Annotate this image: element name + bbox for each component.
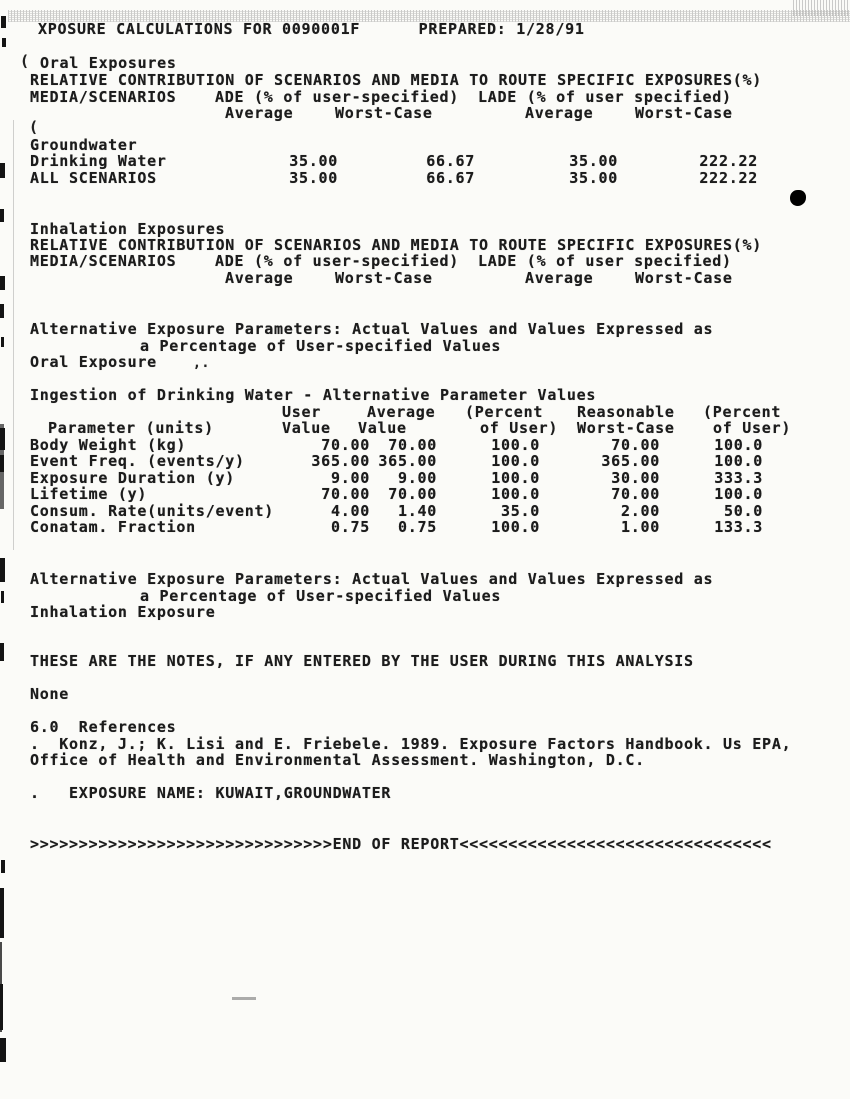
cell-user-value: 4.00 — [330, 502, 370, 520]
avg-column-label: Average — [525, 269, 594, 287]
cell-user-value: 70.00 — [321, 436, 370, 454]
inhalation-column-group-header — [30, 252, 790, 269]
binding-mark — [2, 38, 6, 47]
worst-case-column-label: Worst-Case — [335, 269, 433, 287]
binding-mark — [0, 984, 3, 1030]
binding-mark — [0, 304, 4, 318]
cell-average-value: 0.75 — [397, 518, 437, 536]
parameter-column-label: Parameter (units) — [48, 419, 214, 437]
value-column-label: Value — [358, 419, 407, 437]
end-of-report-line: >>>>>>>>>>>>>>>>>>>>>>>>>>>>>>>END OF REPORT<<<<<<<<<<<<<<<<<<<<<<<<<<<<<<<< — [30, 835, 772, 853]
cell-user-value: 70.00 — [321, 485, 370, 503]
cell-ade-worst-case: 66.67 — [426, 152, 475, 170]
row-label: ALL SCENARIOS — [30, 169, 157, 187]
binding-mark — [0, 643, 4, 661]
worst-case-column-label: Worst-Case — [635, 269, 733, 287]
cell-lade-worst-case: 222.22 — [699, 169, 758, 187]
cell-percent-of-user: 100.0 — [714, 485, 763, 503]
alt-params-heading-line2: a Percentage of User-specified Values — [140, 337, 502, 355]
cell-reasonable-worst-case: 30.00 — [611, 469, 660, 487]
reasonable-column-label: Reasonable — [577, 403, 675, 421]
row-label: Event Freq. (events/y) — [30, 452, 245, 470]
binding-mark — [0, 163, 5, 178]
binding-mark — [1, 16, 6, 28]
avg-column-label: Average — [225, 269, 294, 287]
scan-edge-line — [13, 120, 14, 550]
cell-ade-worst-case: 66.67 — [426, 169, 475, 187]
cell-ade-average: 35.00 — [289, 169, 338, 187]
binding-mark — [0, 428, 5, 450]
cell-percent-of-user: 100.0 — [491, 452, 540, 470]
cell-percent-of-user: 333.3 — [714, 469, 763, 487]
cell-lade-worst-case: 222.22 — [699, 152, 758, 170]
alt-params-heading-line2: a Percentage of User-specified Values — [140, 587, 502, 605]
table-row — [30, 502, 790, 519]
row-label: Conatam. Fraction — [30, 518, 196, 536]
notes-heading: THESE ARE THE NOTES, IF ANY ENTERED BY THE USER DURING THIS ANALYSIS — [30, 652, 694, 670]
cell-reasonable-worst-case: 2.00 — [620, 502, 660, 520]
of-user-column-label: of User) — [480, 419, 559, 437]
binding-mark — [0, 1038, 6, 1062]
cell-average-value: 70.00 — [388, 485, 437, 503]
ade-column-label: ADE (% of user-specified) — [215, 252, 460, 270]
media-scenarios-label: MEDIA/SCENARIOS — [30, 252, 177, 270]
table-row — [30, 152, 790, 169]
cell-percent-of-user: 100.0 — [714, 452, 763, 470]
cell-average-value: 70.00 — [388, 436, 437, 454]
cell-percent-of-user: 100.0 — [714, 436, 763, 454]
inhalation-subcolumn-header — [30, 269, 790, 286]
table-row — [30, 485, 790, 502]
cell-reasonable-worst-case: 1.00 — [620, 518, 660, 536]
cell-lade-average: 35.00 — [569, 169, 618, 187]
alt-params-heading-line1: Alternative Exposure Parameters: Actual Values and Values Expressed as — [30, 570, 714, 588]
exposure-name-line: . EXPOSURE NAME: KUWAIT,GROUNDWATER — [30, 784, 392, 802]
oral-subcolumn-header — [30, 104, 790, 121]
value-column-label: Value — [282, 419, 331, 437]
cell-percent-of-user: 100.0 — [491, 469, 540, 487]
cell-percent-of-user: 35.0 — [500, 502, 540, 520]
avg-column-label: Average — [525, 104, 594, 122]
binding-mark — [1, 337, 4, 347]
alt-params-heading-line1: Alternative Exposure Parameters: Actual Values and Values Expressed as — [30, 320, 714, 338]
row-label: Body Weight (kg) — [30, 436, 187, 454]
percent-column-label: (Percent — [703, 403, 782, 421]
cell-percent-of-user: 100.0 — [491, 436, 540, 454]
binding-mark — [0, 558, 5, 582]
cell-lade-average: 35.00 — [569, 152, 618, 170]
cell-average-value: 1.40 — [397, 502, 437, 520]
worst-case-column-label: Worst-Case — [335, 104, 433, 122]
inhalation-exposures-title: Inhalation Exposures — [30, 220, 226, 238]
table-row — [30, 452, 790, 469]
media-group-label: Groundwater — [30, 136, 138, 154]
notes-value: None — [30, 685, 70, 703]
binding-mark — [0, 209, 4, 222]
oral-column-group-header — [30, 88, 790, 105]
table-row — [30, 169, 790, 186]
cell-percent-of-user: 50.0 — [723, 502, 763, 520]
binding-mark — [0, 276, 5, 290]
user-column-label: User — [282, 403, 322, 421]
oral-contribution-heading: RELATIVE CONTRIBUTION OF SCENARIOS AND MEDIA TO ROUTE SPECIFIC EXPOSURES(%) — [30, 71, 763, 89]
stray-mark: ,. — [193, 356, 211, 371]
ade-column-label: ADE (% of user-specified) — [215, 88, 460, 106]
scan-smudge — [232, 997, 256, 1000]
table-row — [30, 518, 790, 535]
cell-average-value: 365.00 — [378, 452, 437, 470]
media-scenarios-label: MEDIA/SCENARIOS — [30, 88, 177, 106]
worst-case-column-label: Worst-Case — [577, 419, 675, 437]
cell-user-value: 0.75 — [330, 518, 370, 536]
cell-reasonable-worst-case: 70.00 — [611, 485, 660, 503]
binding-mark — [0, 888, 4, 938]
lade-column-label: LADE (% of user specified) — [478, 88, 732, 106]
report-header-line: XPOSURE CALCULATIONS FOR 0090001F PREPARED: 1/28/91 — [38, 20, 585, 38]
cell-reasonable-worst-case: 365.00 — [601, 452, 660, 470]
cell-ade-average: 35.00 — [289, 152, 338, 170]
ingestion-table-title: Ingestion of Drinking Water - Alternative Parameter Values — [30, 386, 597, 404]
cell-reasonable-worst-case: 70.00 — [611, 436, 660, 454]
table-row — [30, 436, 790, 453]
ink-blot — [790, 190, 806, 206]
cell-user-value: 9.00 — [330, 469, 370, 487]
row-label: Exposure Duration (y) — [30, 469, 235, 487]
binding-mark — [1, 860, 5, 873]
alt-params-route-label: Oral Exposure — [30, 353, 157, 371]
of-user-column-label: of User) — [713, 419, 792, 437]
worst-case-column-label: Worst-Case — [635, 104, 733, 122]
reference-citation-line2: Office of Health and Environmental Assessment. Washington, D.C. — [30, 751, 645, 769]
alt-params-route-label: Inhalation Exposure — [30, 603, 216, 621]
inhalation-contribution-heading: RELATIVE CONTRIBUTION OF SCENARIOS AND MEDIA TO ROUTE SPECIFIC EXPOSURES(%) — [30, 236, 763, 254]
average-column-label: Average — [367, 403, 436, 421]
cell-percent-of-user: 100.0 — [491, 485, 540, 503]
stray-mark: ( — [20, 52, 30, 70]
cell-percent-of-user: 133.3 — [714, 518, 763, 536]
percent-column-label: (Percent — [465, 403, 544, 421]
ingestion-header-row-2 — [30, 419, 790, 436]
avg-column-label: Average — [225, 104, 294, 122]
references-heading: 6.0 References — [30, 718, 177, 736]
lade-column-label: LADE (% of user specified) — [478, 252, 732, 270]
stray-mark: ( — [29, 118, 39, 136]
cell-percent-of-user: 100.0 — [491, 518, 540, 536]
scan-noise-corner — [793, 0, 850, 16]
oral-exposures-title: Oral Exposures — [40, 54, 177, 72]
row-label: Lifetime (y) — [30, 485, 148, 503]
binding-mark — [1, 591, 4, 603]
row-label: Consum. Rate(units/event) — [30, 502, 275, 520]
row-label: Drinking Water — [30, 152, 167, 170]
table-row — [30, 469, 790, 486]
ingestion-header-row-1 — [30, 403, 790, 420]
reference-citation-line1: . Konz, J.; K. Lisi and E. Friebele. 1989. Exposure Factors Handbook. Us EPA, — [30, 735, 792, 753]
cell-average-value: 9.00 — [397, 469, 437, 487]
binding-mark — [0, 455, 4, 472]
cell-user-value: 365.00 — [311, 452, 370, 470]
